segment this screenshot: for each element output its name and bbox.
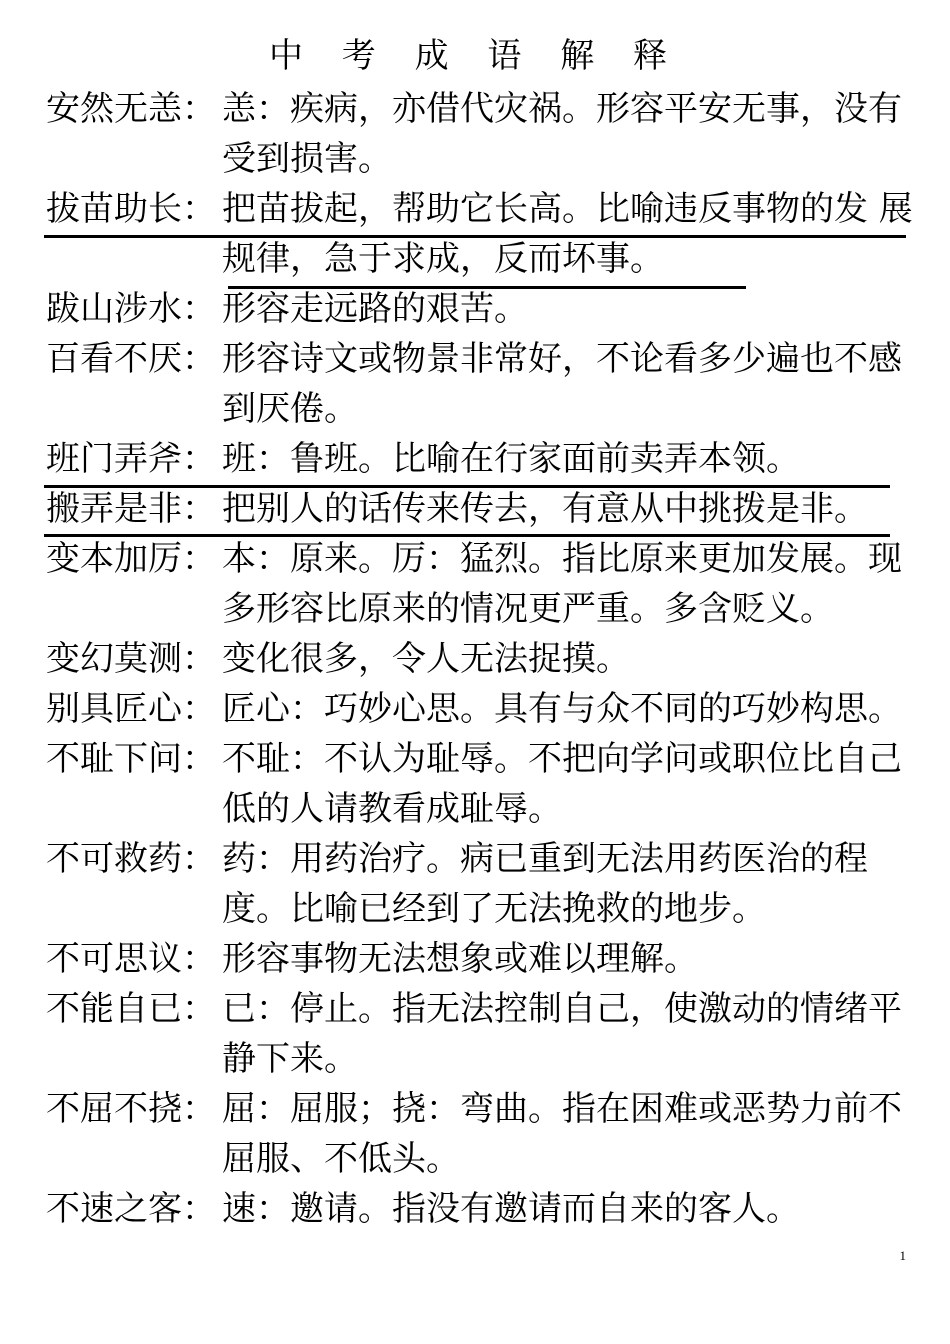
idiom-term: 跋山涉水： — [46, 289, 216, 329]
idiom-definition: 班：鲁班。比喻在行家面前卖弄本领。 — [222, 439, 800, 479]
idiom-entry — [46, 284, 916, 334]
idiom-entry — [46, 934, 916, 984]
idiom-entry — [46, 984, 916, 1084]
idiom-entry — [46, 484, 916, 534]
horizontal-rule — [44, 235, 906, 238]
idiom-definition: 把别人的话传来传去，有意从中挑拨是非。 — [222, 489, 868, 529]
idiom-entry — [46, 1084, 916, 1184]
idiom-entry — [46, 434, 916, 484]
idiom-definition: 匠心：巧妙心思。具有与众不同的巧妙构思。 — [222, 689, 902, 729]
idiom-term: 百看不厌： — [46, 339, 216, 379]
idiom-term: 班门弄斧： — [46, 439, 216, 479]
idiom-entry — [46, 184, 916, 284]
horizontal-rule — [44, 485, 890, 488]
idiom-term: 搬弄是非： — [46, 489, 216, 529]
idiom-definition: 把苗拔起，帮助它长高。比喻违反事物的发 展规律，急于求成，反而坏事。 — [222, 189, 913, 279]
idiom-list — [46, 84, 916, 1234]
idiom-term: 变本加厉： — [46, 539, 216, 579]
idiom-definition: 已：停止。指无法控制自己，使激动的情绪平静下来。 — [222, 989, 902, 1079]
idiom-definition: 药：用药治疗。病已重到无法用药医治的程度。比喻已经到了无法挽救的地步。 — [222, 839, 868, 929]
page-title: 中 考 成 语 解 释 — [268, 36, 682, 76]
idiom-definition: 屈：屈服；挠：弯曲。指在困难或恶势力前不屈服、不低头。 — [222, 1089, 902, 1179]
idiom-entry — [46, 634, 916, 684]
idiom-term: 不能自已： — [46, 989, 216, 1029]
idiom-term: 别具匠心： — [46, 689, 216, 729]
horizontal-rule — [44, 534, 890, 537]
idiom-term: 不耻下问： — [46, 739, 216, 779]
page-number: 1 — [899, 1248, 906, 1263]
idiom-entry — [46, 84, 916, 184]
idiom-definition: 本：原来。厉：猛烈。指比原来更加发展。现多形容比原来的情况更严重。多含贬义。 — [222, 539, 902, 629]
idiom-definition: 不耻：不认为耻辱。不把向学问或职位比自己低的人请教看成耻辱。 — [222, 739, 902, 829]
idiom-definition: 变化很多，令人无法捉摸。 — [222, 639, 630, 679]
idiom-term: 不屈不挠： — [46, 1089, 216, 1129]
idiom-term: 变幻莫测： — [46, 639, 216, 679]
idiom-term: 不可思议： — [46, 939, 216, 979]
idiom-definition: 速：邀请。指没有邀请而自来的客人。 — [222, 1189, 800, 1229]
idiom-entry — [46, 334, 916, 434]
idiom-entry — [46, 534, 916, 634]
idiom-definition: 形容事物无法想象或难以理解。 — [222, 939, 698, 979]
idiom-term: 不速之客： — [46, 1189, 216, 1229]
horizontal-rule — [228, 286, 746, 289]
idiom-entry — [46, 834, 916, 934]
idiom-definition: 恙：疾病，亦借代灾祸。形容平安无事，没有受到损害。 — [222, 89, 902, 179]
idiom-entry — [46, 734, 916, 834]
idiom-definition: 形容走远路的艰苦。 — [222, 289, 528, 329]
idiom-term: 不可救药： — [46, 839, 216, 879]
idiom-entry — [46, 1184, 916, 1234]
idiom-definition: 形容诗文或物景非常好，不论看多少遍也不感到厌倦。 — [222, 339, 902, 429]
idiom-entry — [46, 684, 916, 734]
idiom-term: 拔苗助长： — [46, 189, 216, 229]
idiom-term: 安然无恙： — [46, 89, 216, 129]
